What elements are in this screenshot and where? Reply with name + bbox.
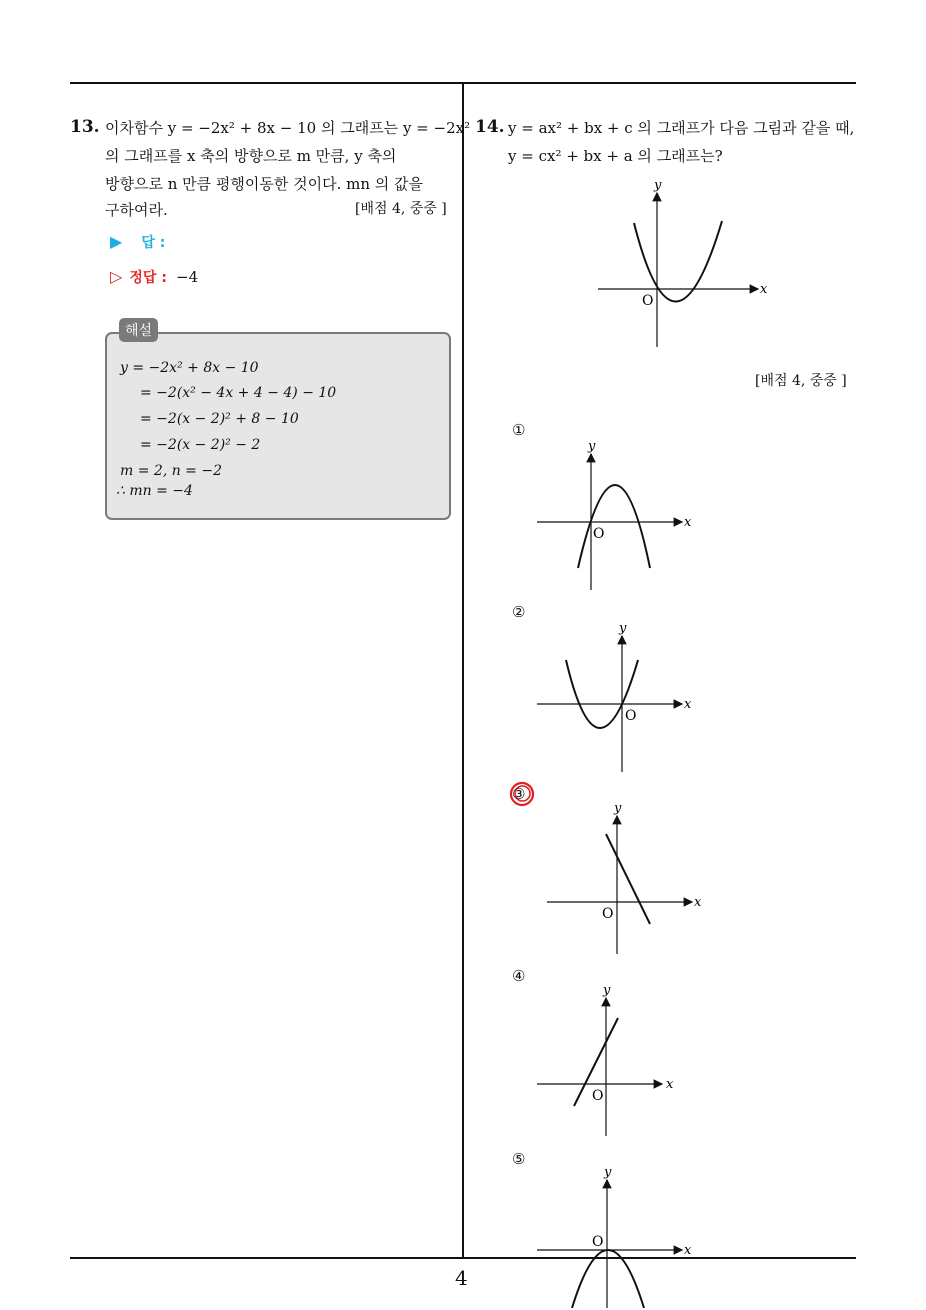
choice-3-graph[interactable]: [542, 798, 712, 958]
explanation-line-5: m = 2, n = −2: [120, 463, 222, 479]
explanation-line-6: ∴ mn = −4: [116, 483, 193, 499]
choice-4-graph[interactable]: [532, 980, 702, 1140]
downward-parabola: [572, 1250, 644, 1308]
page-number: 4: [455, 1266, 468, 1290]
origin-label: O: [592, 1088, 604, 1104]
origin-label: O: [592, 1234, 604, 1250]
q14-number: 14.: [475, 117, 505, 137]
origin-label: O: [625, 708, 637, 724]
correct-value: −4: [176, 268, 199, 286]
x-axis-label: x: [760, 282, 768, 297]
q14-points: [배점 4, 중중 ]: [755, 373, 847, 389]
y-axis-label: y: [654, 178, 662, 193]
play-icon: ▶: [110, 232, 123, 251]
q14-main-graph: [590, 175, 790, 355]
choice-2-label[interactable]: ②: [512, 603, 526, 621]
q13-line-4: 구하여라.: [105, 201, 168, 219]
x-axis-label: x: [694, 895, 702, 910]
choice-1-label[interactable]: ①: [512, 421, 526, 439]
explanation-tag: 해설: [119, 318, 158, 342]
y-axis-label: y: [588, 439, 596, 454]
column-divider: [462, 83, 464, 1259]
q14-line-1: y = ax² + bx + c 의 그래프가 다음 그림과 같을 때,: [508, 119, 855, 137]
explanation-line-1: y = −2x² + 8x − 10: [120, 360, 259, 376]
y-axis-label: y: [604, 1165, 612, 1180]
origin-label: O: [642, 293, 654, 309]
choice-1-graph[interactable]: [532, 432, 702, 592]
x-axis-label: x: [684, 515, 692, 530]
q13-correct-row: [110, 267, 198, 287]
choice-5-label[interactable]: ⑤: [512, 1150, 526, 1168]
x-axis-label: x: [684, 697, 692, 712]
explanation-line-2: = −2(x² − 4x + 4 − 4) − 10: [140, 385, 337, 401]
explanation-line-4: = −2(x − 2)² − 2: [140, 437, 261, 453]
x-axis-label: x: [666, 1077, 674, 1092]
q13-line-2: 의 그래프를 x 축의 방향으로 m 만큼, y 축의: [105, 147, 397, 165]
choice-3-label[interactable]: ③: [512, 785, 526, 803]
q13-number: 13.: [70, 117, 100, 137]
downward-parabola: [578, 485, 650, 568]
y-axis-label: y: [619, 621, 627, 636]
answer-label: 답 :: [141, 235, 166, 251]
q13-answer-row: [110, 232, 165, 252]
origin-label: O: [593, 526, 605, 542]
outline-play-icon: ▷: [110, 267, 123, 286]
choice-4-label[interactable]: ④: [512, 967, 526, 985]
choice-2-graph[interactable]: [532, 616, 702, 776]
q13-points: [배점 4, 중중 ]: [355, 201, 447, 217]
q13-line-3: 방향으로 n 만큼 평행이동한 것이다. mn 의 값을: [105, 175, 424, 193]
q13-line-1: 이차함수 y = −2x² + 8x − 10 의 그래프는 y = −2x²: [105, 119, 471, 137]
explanation-line-3: = −2(x − 2)² + 8 − 10: [140, 411, 299, 427]
q14-line-2: y = cx² + bx + a 의 그래프는?: [508, 147, 723, 165]
y-axis-label: y: [614, 801, 622, 816]
y-axis-label: y: [603, 983, 611, 998]
x-axis-label: x: [684, 1243, 692, 1258]
origin-label: O: [602, 906, 614, 922]
correct-label: 정답 :: [129, 270, 167, 286]
choice-5-graph[interactable]: [532, 1162, 702, 1308]
